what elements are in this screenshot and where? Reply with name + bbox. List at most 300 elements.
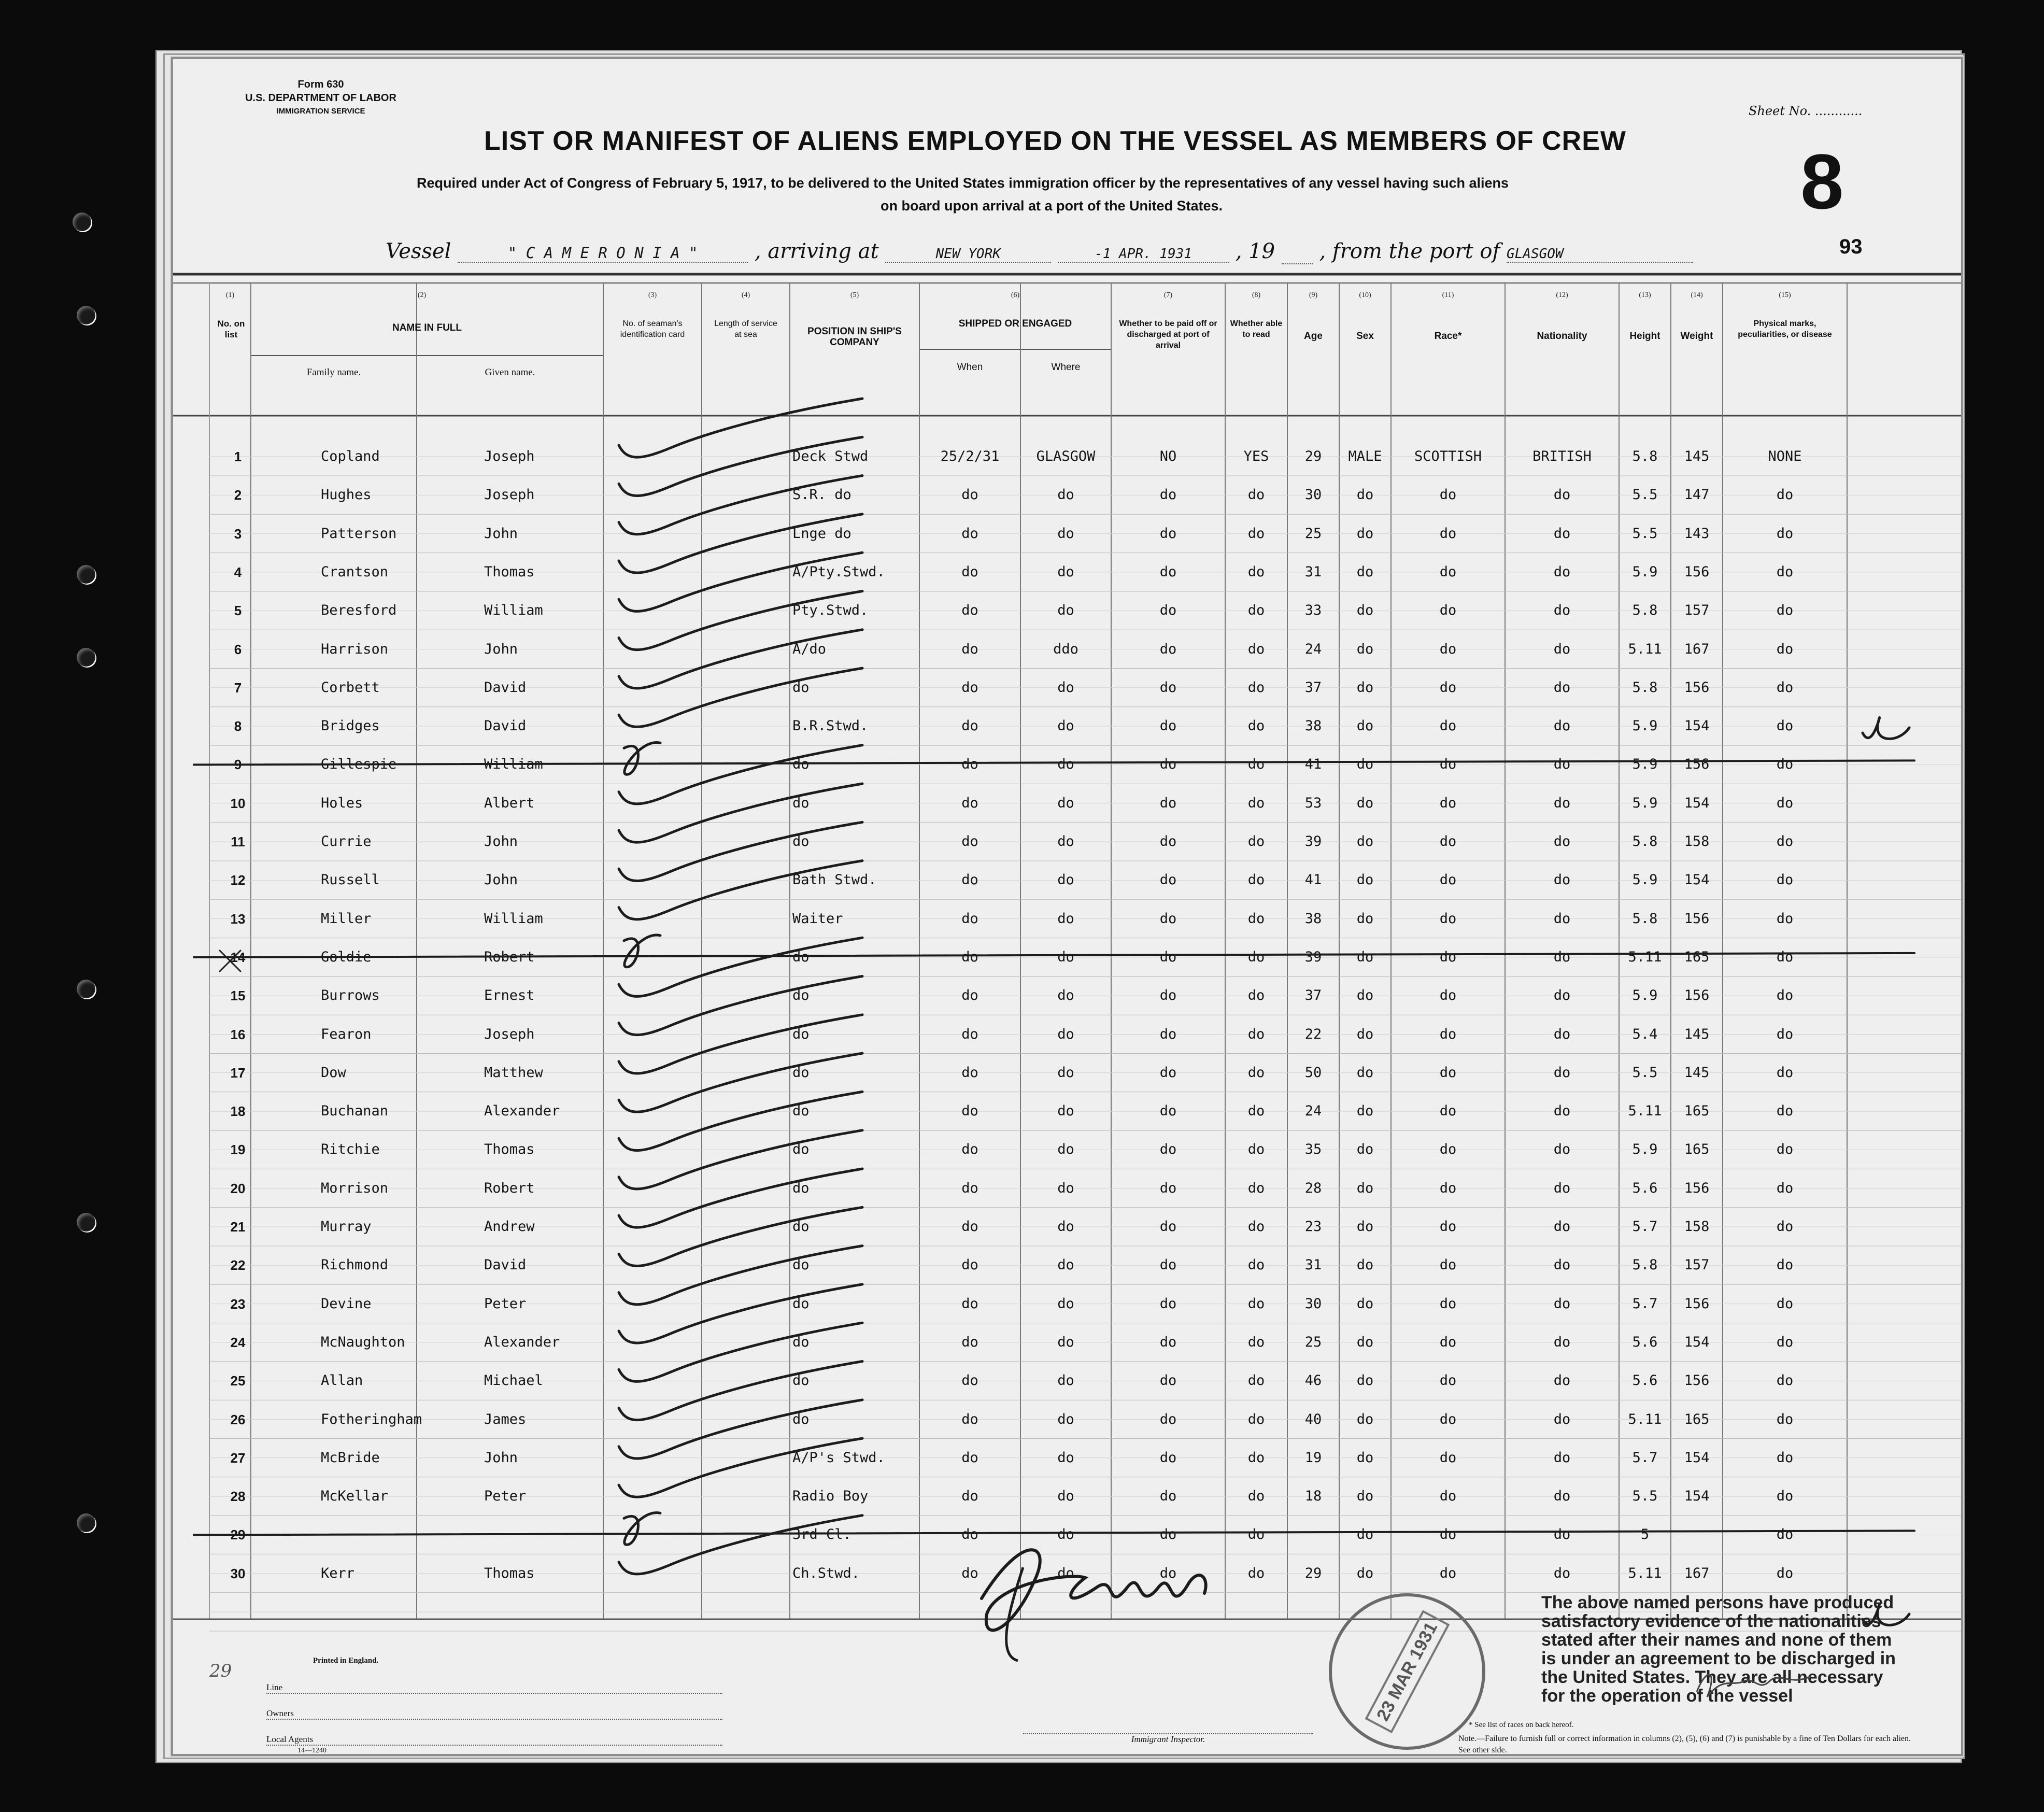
cell-height: 5.7 (1632, 1219, 1658, 1235)
cell-when: do (961, 987, 978, 1004)
cell-race: do (1439, 1411, 1457, 1427)
check-mark (619, 591, 862, 650)
cell-height: 5.11 (1628, 949, 1662, 965)
sheet-sub-number: 93 (1839, 235, 1863, 258)
cell-given: Alexander (484, 1103, 560, 1120)
cell-where: do (1057, 833, 1074, 850)
col-length-of-service: Length of service at sea (714, 319, 777, 339)
cell-given: Thomas (484, 1141, 535, 1158)
cell-height: 5.7 (1632, 1295, 1658, 1312)
cell-weight: 165 (1684, 1141, 1710, 1158)
cell-sex: do (1356, 1488, 1374, 1505)
cell-when: do (961, 563, 978, 580)
cell-read: YES (1243, 448, 1269, 464)
cell-nat: do (1553, 1219, 1571, 1235)
cell-family: McBride (321, 1449, 380, 1466)
cell-position: do (792, 833, 810, 850)
cell-no: 10 (230, 795, 246, 811)
cell-marks: do (1776, 1219, 1794, 1235)
cell-race: do (1439, 679, 1457, 696)
cell-paid: do (1159, 987, 1177, 1004)
pencil-mark: 29 (209, 1661, 232, 1681)
col-4-number: (4) (741, 291, 750, 299)
cell-read: do (1247, 1526, 1265, 1543)
cell-where: do (1057, 1526, 1074, 1543)
cell-when: do (961, 1141, 978, 1158)
cell-nat: do (1553, 1064, 1571, 1081)
cell-given: Andrew (484, 1219, 535, 1235)
cell-read: do (1247, 795, 1265, 811)
cell-weight: 145 (1684, 1064, 1710, 1081)
cell-sex: do (1356, 1295, 1374, 1312)
cell-read: do (1247, 1141, 1265, 1158)
cell-weight: 157 (1684, 1257, 1710, 1273)
cell-position: do (792, 795, 810, 811)
cell-family: McNaughton (321, 1334, 405, 1350)
immigrant-inspector-label: Immigrant Inspector. (1023, 1733, 1313, 1745)
cell-height: 5.8 (1632, 679, 1658, 696)
cell-nat: do (1553, 1103, 1571, 1120)
cell-race: do (1439, 1219, 1457, 1235)
cell-paid: do (1159, 1565, 1177, 1581)
cell-family: Holes (321, 795, 363, 811)
cell-where: ddo (1053, 641, 1078, 657)
cell-when: do (961, 910, 978, 927)
cell-age: 53 (1304, 795, 1322, 811)
cell-sex: do (1356, 1526, 1374, 1543)
col-11-number: (11) (1442, 291, 1454, 299)
cell-weight: 147 (1684, 487, 1710, 503)
check-mark (619, 399, 862, 457)
cell-age: 38 (1304, 718, 1322, 734)
cell-position: do (792, 1219, 810, 1235)
arrival-date: -1 APR. 1931 (1058, 246, 1229, 263)
cell-nat: do (1553, 949, 1571, 965)
binder-hole (77, 306, 95, 324)
owners-label: Owners (266, 1708, 294, 1718)
cell-position: 3rd Cl. (792, 1526, 851, 1543)
cell-where: do (1057, 718, 1074, 734)
cell-where: do (1057, 525, 1074, 542)
col-when: When (957, 362, 983, 373)
cell-race: do (1439, 602, 1457, 619)
cell-read: do (1247, 1334, 1265, 1350)
cell-position: Pty.Stwd. (792, 602, 869, 619)
cell-read: do (1247, 910, 1265, 927)
cell-height: 5.8 (1632, 448, 1658, 464)
cell-where: do (1057, 1257, 1074, 1273)
check-mark (619, 476, 862, 534)
cell-nat: do (1553, 718, 1571, 734)
cell-given: Joseph (484, 448, 535, 464)
cell-race: do (1439, 1141, 1457, 1158)
binder-hole (77, 1513, 95, 1532)
cell-where: do (1057, 756, 1074, 773)
cell-race: do (1439, 1295, 1457, 1312)
cell-no: 30 (230, 1565, 246, 1581)
cell-position: Radio Boy (792, 1488, 869, 1505)
cell-read: do (1247, 833, 1265, 850)
cell-no: 24 (230, 1334, 246, 1350)
cell-family: Goldie (321, 949, 372, 965)
cell-sex: do (1356, 602, 1374, 619)
cell-no: 3 (234, 526, 242, 542)
strike-line (194, 760, 1914, 765)
cell-paid: do (1159, 1526, 1177, 1543)
cell-no: 20 (230, 1180, 246, 1196)
cell-paid: do (1159, 1257, 1177, 1273)
check-mark (619, 745, 862, 804)
cell-nat: do (1553, 679, 1571, 696)
cell-sex: do (1356, 756, 1374, 773)
cell-race: do (1439, 1257, 1457, 1273)
cell-age: 39 (1304, 949, 1322, 965)
cell-family: Dow (321, 1064, 346, 1081)
cell-sex: do (1356, 1141, 1374, 1158)
cell-family: Beresford (321, 602, 397, 619)
col-paid-off: Whether to be paid off or discharged at port of arrival (1119, 319, 1217, 350)
cell-family: Currie (321, 833, 372, 850)
cell-marks: do (1776, 1295, 1794, 1312)
cell-age: 37 (1304, 679, 1322, 696)
scribble-mark (624, 743, 660, 775)
arriving-label: , arriving at (754, 239, 879, 263)
check-mark (619, 938, 862, 996)
check-mark (619, 1362, 862, 1420)
cell-no: 11 (231, 834, 245, 850)
cell-no: 4 (234, 564, 242, 580)
cell-position: do (792, 1295, 810, 1312)
cell-given: Michael (484, 1372, 543, 1389)
col-no-on-list: No. on list (217, 319, 245, 339)
cell-age: 39 (1304, 833, 1322, 850)
cell-where: do (1057, 795, 1074, 811)
cell-nat: do (1553, 1295, 1571, 1312)
cell-given: William (484, 910, 543, 927)
col-15-number: (15) (1779, 291, 1791, 299)
cell-weight: 156 (1684, 563, 1710, 580)
col-name-in-full: NAME IN FULL (392, 322, 462, 333)
stamp-date: 23 MAR 1931 (1365, 1610, 1450, 1733)
cell-age: 25 (1304, 525, 1322, 542)
cell-read: do (1247, 1219, 1265, 1235)
cell-race: do (1439, 1449, 1457, 1466)
cell-position: do (792, 756, 810, 773)
cell-given: John (484, 872, 518, 888)
cell-weight: 145 (1684, 448, 1710, 464)
cell-race: do (1439, 1064, 1457, 1081)
cell-family: Gillespie (321, 756, 397, 773)
cell-no: 1 (234, 449, 242, 464)
cell-position: do (792, 1103, 810, 1120)
cell-height: 5.9 (1632, 987, 1658, 1004)
cell-read: do (1247, 756, 1265, 773)
cell-weight: 165 (1684, 1103, 1710, 1120)
cell-where: do (1057, 1219, 1074, 1235)
cell-position: Ch.Stwd. (792, 1565, 860, 1581)
cell-no: 14 (230, 949, 246, 965)
inspector-signature (950, 1510, 1241, 1666)
cell-where: do (1057, 1334, 1074, 1350)
cell-position: do (792, 987, 810, 1004)
cell-where: do (1057, 1411, 1074, 1427)
cell-nat: do (1553, 1334, 1571, 1350)
cell-given: James (484, 1411, 527, 1427)
owners-field (266, 1708, 722, 1720)
cell-when: do (961, 1488, 978, 1505)
cell-no: 21 (230, 1219, 246, 1235)
cell-position: S.R. do (792, 487, 851, 503)
margin-x-mark (220, 951, 240, 971)
cell-age: 23 (1304, 1219, 1322, 1235)
cell-marks: do (1776, 795, 1794, 811)
col-8-number: (8) (1252, 291, 1261, 299)
cell-family: Burrows (321, 987, 380, 1004)
cell-when: do (961, 795, 978, 811)
cell-position: A/P's Stwd. (792, 1449, 885, 1466)
cell-position: do (792, 1026, 810, 1042)
cell-height: 5.9 (1632, 1141, 1658, 1158)
cell-where: do (1057, 563, 1074, 580)
cell-marks: do (1776, 987, 1794, 1004)
cell-marks: do (1776, 1180, 1794, 1196)
binder-hole (77, 980, 95, 998)
cell-position: Lnge do (792, 525, 851, 542)
cell-read: do (1247, 563, 1265, 580)
cell-no: 6 (234, 641, 242, 657)
cell-where: do (1057, 1565, 1074, 1581)
cell-family: Allan (321, 1372, 363, 1389)
cell-race: do (1439, 1026, 1457, 1042)
cell-height: 5.8 (1632, 910, 1658, 927)
col-shipped-engaged: SHIPPED OR ENGAGED (958, 318, 1072, 329)
cell-marks: do (1776, 1103, 1794, 1120)
cell-family: McKellar (321, 1488, 389, 1505)
cell-nat: BRITISH (1532, 448, 1592, 464)
manifest-sheet (171, 57, 1963, 1756)
agents-label: Local Agents (266, 1734, 314, 1744)
cell-sex: do (1356, 718, 1374, 734)
cell-given: Peter (484, 1295, 527, 1312)
cell-age: 41 (1304, 756, 1322, 773)
cell-when: do (961, 602, 978, 619)
cell-sex: do (1356, 679, 1374, 696)
cell-when: do (961, 1103, 978, 1120)
col-where: Where (1051, 362, 1081, 373)
cell-given: John (484, 525, 518, 542)
cell-no: 17 (230, 1065, 246, 1081)
cell-family: Miller (321, 910, 372, 927)
cell-height: 5.11 (1628, 1411, 1662, 1427)
printed-in-england: Printed in England. (313, 1657, 379, 1665)
cell-marks: do (1776, 1488, 1794, 1505)
cell-height: 5.9 (1632, 795, 1658, 811)
col-weight: Weight (1680, 331, 1713, 342)
col-family-name: Family name. (306, 367, 361, 378)
cell-paid: do (1159, 718, 1177, 734)
cell-where: do (1057, 1372, 1074, 1389)
cell-height: 5.6 (1632, 1372, 1658, 1389)
cell-when: do (961, 756, 978, 773)
cell-family: Kerr (321, 1565, 355, 1581)
cell-given: John (484, 833, 518, 850)
cell-no: 27 (230, 1450, 246, 1466)
cell-nat: do (1553, 872, 1571, 888)
cell-race: do (1439, 1334, 1457, 1350)
cell-family: Buchanan (321, 1103, 389, 1120)
cell-age: 18 (1304, 1488, 1322, 1505)
cell-family: Harrison (321, 641, 389, 657)
line-label: Line (266, 1682, 283, 1692)
cell-height: 5.9 (1632, 872, 1658, 888)
cell-read: do (1247, 1180, 1265, 1196)
cell-weight: 156 (1684, 1180, 1710, 1196)
cell-when: do (961, 1026, 978, 1042)
cell-position: do (792, 1257, 810, 1273)
cell-no: 26 (230, 1411, 246, 1427)
cell-position: A/Pty.Stwd. (792, 563, 885, 580)
cell-paid: do (1159, 872, 1177, 888)
cell-marks: do (1776, 949, 1794, 965)
sheet-no-label: Sheet No. ............ (1749, 104, 1863, 118)
cell-weight: 154 (1684, 1488, 1710, 1505)
cell-race: do (1439, 1372, 1457, 1389)
check-mark (619, 1169, 862, 1227)
cell-age: 25 (1304, 1334, 1322, 1350)
service: IMMIGRATION SERVICE (276, 107, 365, 116)
cell-paid: do (1159, 910, 1177, 927)
binder-hole (77, 565, 95, 584)
check-mark (619, 514, 862, 573)
cell-race: do (1439, 795, 1457, 811)
cell-no: 9 (234, 757, 242, 773)
cell-height: 5.8 (1632, 602, 1658, 619)
cell-marks: do (1776, 1141, 1794, 1158)
cell-race: do (1439, 872, 1457, 888)
cell-race: do (1439, 563, 1457, 580)
cell-read: do (1247, 1372, 1265, 1389)
cell-sex: do (1356, 1334, 1374, 1350)
cell-position: do (792, 1064, 810, 1081)
cell-nat: do (1553, 1257, 1571, 1273)
cell-marks: do (1776, 525, 1794, 542)
col-race: Race* (1434, 331, 1462, 342)
cell-family: Richmond (321, 1257, 389, 1273)
col-sex: Sex (1356, 331, 1374, 342)
cell-paid: do (1159, 1488, 1177, 1505)
cell-age: 31 (1304, 1257, 1322, 1273)
cell-paid: do (1159, 679, 1177, 696)
cell-no: 25 (230, 1373, 246, 1389)
cell-paid: do (1159, 1180, 1177, 1196)
cell-read: do (1247, 987, 1265, 1004)
cell-height: 5.11 (1628, 641, 1662, 657)
check-mark (619, 1053, 862, 1112)
cell-weight: 158 (1684, 833, 1710, 850)
check-mark (619, 553, 862, 611)
page-title: LIST OR MANIFEST OF ALIENS EMPLOYED ON THE VESSEL AS MEMBERS OF CREW (484, 126, 1626, 156)
cell-given: Peter (484, 1488, 527, 1505)
cell-sex: do (1356, 1026, 1374, 1042)
col-given-name: Given name. (485, 367, 535, 378)
cell-race: do (1439, 1180, 1457, 1196)
cell-weight: 156 (1684, 987, 1710, 1004)
cell-when: do (961, 1064, 978, 1081)
cell-nat: do (1553, 1372, 1571, 1389)
cell-read: do (1247, 872, 1265, 888)
cell-read: do (1247, 1295, 1265, 1312)
cell-nat: do (1553, 833, 1571, 850)
cell-paid: do (1159, 563, 1177, 580)
cell-where: do (1057, 487, 1074, 503)
subtitle-line-1: Required under Act of Congress of February 5, 1917, to be delivered to the United States immigration officer by the representatives of any vessel having such aliens (417, 175, 1509, 191)
year-label: , 19 (1235, 239, 1275, 263)
cell-read: do (1247, 1064, 1265, 1081)
check-mark (619, 1400, 862, 1459)
cell-given: Thomas (484, 1565, 535, 1581)
cell-marks: do (1776, 1334, 1794, 1350)
cell-marks: do (1776, 1026, 1794, 1042)
cell-nat: do (1553, 602, 1571, 619)
check-mark (619, 1323, 862, 1381)
check-mark (619, 1246, 862, 1305)
cell-read: do (1247, 525, 1265, 542)
cell-paid: do (1159, 795, 1177, 811)
cell-age: 22 (1304, 1026, 1322, 1042)
cell-when: do (961, 1411, 978, 1427)
cell-no: 15 (230, 988, 246, 1004)
cell-no: 12 (230, 872, 246, 888)
agents-field (266, 1734, 722, 1746)
cell-no: 5 (234, 603, 242, 619)
col-able-to-read: Whether able to read (1230, 319, 1283, 339)
col-2-number: (2) (417, 291, 427, 299)
cell-paid: do (1159, 602, 1177, 619)
cell-nat: do (1553, 795, 1571, 811)
cell-nat: do (1553, 487, 1571, 503)
cell-race: SCOTTISH (1414, 448, 1482, 464)
cell-given: David (484, 679, 527, 696)
cell-sex: do (1356, 563, 1374, 580)
cell-where: do (1057, 1488, 1074, 1505)
col-age: Age (1304, 331, 1323, 342)
cell-no: 2 (234, 487, 242, 503)
cell-family: Devine (321, 1295, 372, 1312)
cell-paid: NO (1159, 448, 1177, 464)
col-14-number: (14) (1691, 291, 1703, 299)
cell-race: do (1439, 1565, 1457, 1581)
cell-height: 5.9 (1632, 718, 1658, 734)
cell-age: 28 (1304, 1180, 1322, 1196)
cell-given: Ernest (484, 987, 535, 1004)
cell-nat: do (1553, 1526, 1571, 1543)
cell-when: do (961, 718, 978, 734)
cell-weight: 154 (1684, 718, 1710, 734)
binder-hole (73, 213, 91, 231)
cell-read: do (1247, 487, 1265, 503)
cell-race: do (1439, 987, 1457, 1004)
cell-when: do (961, 525, 978, 542)
binder-hole (77, 1213, 95, 1231)
cell-position: do (792, 1334, 810, 1350)
cell-family: Copland (321, 448, 380, 464)
col-6-number: (6) (1011, 291, 1020, 299)
cell-where: do (1057, 910, 1074, 927)
cell-marks: do (1776, 602, 1794, 619)
cell-paid: do (1159, 1026, 1177, 1042)
cell-weight: 165 (1684, 949, 1710, 965)
cell-read: do (1247, 718, 1265, 734)
